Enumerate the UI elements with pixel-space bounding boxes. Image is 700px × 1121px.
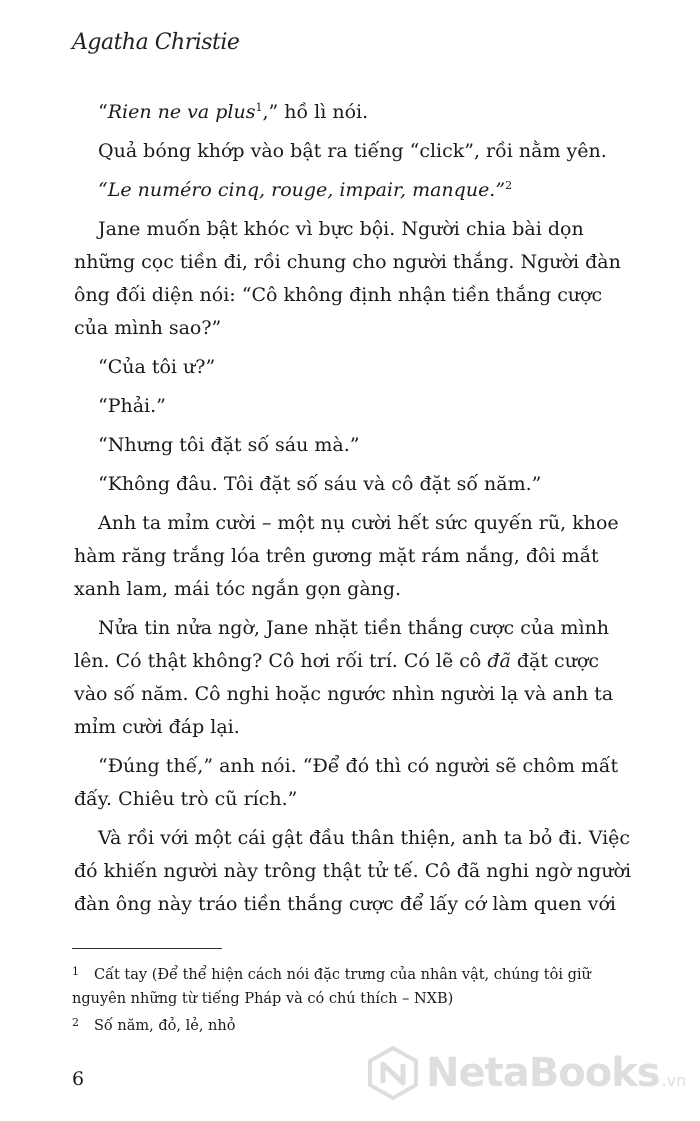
text-run: Rien ne va plus [107,101,256,123]
text-run: đó khiến người này trông thật tử tế. Cô đã nghi ngờ người [74,860,632,882]
watermark-brand: NetaBooks [426,1050,660,1096]
paragraph [74,822,632,921]
paragraph [98,429,628,462]
text-run: đã [487,650,511,672]
footnote-number: 1 [72,965,79,978]
footnote-text: Cất tay (Để thể hiện cách nói đặc trưng của nhân vật, chúng tôi giữ [94,967,591,983]
paragraph [98,96,628,129]
text-line [98,174,628,207]
text-run: ,” hồ lì nói. [262,101,369,123]
text-line [98,507,628,540]
text-run: hàm răng trắng lóa trên gương mặt rám nắng, đôi mắt [74,545,599,567]
text-run: “ [98,101,108,123]
text-line [98,390,628,423]
text-run: đấy. Chiêu trò cũ rích.” [74,788,298,810]
text-line [98,213,628,246]
text-run: “Phải.” [98,395,166,417]
author-signature: Agatha Christie [72,30,240,55]
body-text [74,96,632,927]
text-line [74,573,628,606]
footnote-marker: 2 [505,179,513,192]
text-line [98,822,631,855]
paragraph [98,351,628,384]
footnote-divider [72,948,222,949]
text-line [98,429,628,462]
footnotes [72,960,632,1038]
text-line [74,783,628,816]
paragraph [98,468,628,501]
text-run: “Le numéro cinq, rouge, impair, manque.” [98,179,506,201]
text-run: đặt cược [510,650,600,672]
text-run: “Đúng thế,” anh nói. “Để đó thì có người sẽ chôm mất [98,755,619,777]
page-number: 6 [72,1068,85,1090]
text-line [98,750,628,783]
text-run: Và rồi với một cái gật đầu thân thiện, anh ta bỏ đi. Việc [98,827,631,849]
text-run: mỉm cười đáp lại. [74,716,240,738]
netabooks-logo-icon [366,1046,420,1100]
paragraph [98,174,628,207]
footnote-line [72,987,632,1011]
paragraph [74,213,628,345]
text-line [74,540,628,573]
text-run: “Không đâu. Tôi đặt số sáu và cô đặt số năm.” [98,473,542,495]
text-run: đàn ông này tráo tiền thắng cược để lấy cớ làm quen với [74,893,616,915]
text-run: ông đối diện nói: “Cô không định nhận tiền thắng cược [74,284,603,306]
text-line [98,612,628,645]
text-line [98,96,628,129]
text-run: Quả bóng khớp vào bật ra tiếng “click”, rồi nằm yên. [98,140,607,162]
text-line [74,678,628,711]
paragraph [98,135,628,168]
text-line [74,711,628,744]
footnote-marker: 1 [255,101,263,114]
text-line [74,855,632,888]
text-line [98,351,628,384]
paragraph [74,507,628,606]
footnote-text: nguyên những từ tiếng Pháp và có chú thích – NXB) [72,991,454,1007]
paragraph [98,390,628,423]
text-run: “Của tôi ư?” [98,356,216,378]
text-line [74,645,628,678]
footnote-line [72,960,632,987]
text-run: xanh lam, mái tóc ngắn gọn gàng. [74,578,402,600]
watermark-suffix: .vn [661,1070,687,1090]
text-line [74,312,628,345]
text-run: Jane muốn bật khóc vì bực bội. Người chia bài dọn [98,218,584,240]
text-run: những cọc tiền đi, rồi chung cho người thắng. Người đàn [74,251,621,273]
text-run: lên. Có thật không? Cô hơi rối trí. Có lẽ cô [74,650,488,672]
text-run: vào số năm. Cô nghi hoặc ngước nhìn người lạ và anh ta [74,683,614,705]
text-line [98,468,628,501]
text-run: “Nhưng tôi đặt số sáu mà.” [98,434,360,456]
text-run: của mình sao?” [74,317,222,339]
text-line [74,246,628,279]
text-run: Anh ta mỉm cười – một nụ cười hết sức quyến rũ, khoe [98,512,619,534]
text-line [74,279,628,312]
footnote-text: Số năm, đỏ, lẻ, nhỏ [94,1018,236,1034]
netabooks-watermark [366,1046,686,1100]
text-line [98,135,628,168]
footnote-number: 2 [72,1016,79,1029]
text-line [74,888,628,921]
footnote-line [72,1011,632,1038]
text-run: Nửa tin nửa ngờ, Jane nhặt tiền thắng cược của mình [98,617,610,639]
paragraph [74,750,628,816]
paragraph [74,612,628,744]
